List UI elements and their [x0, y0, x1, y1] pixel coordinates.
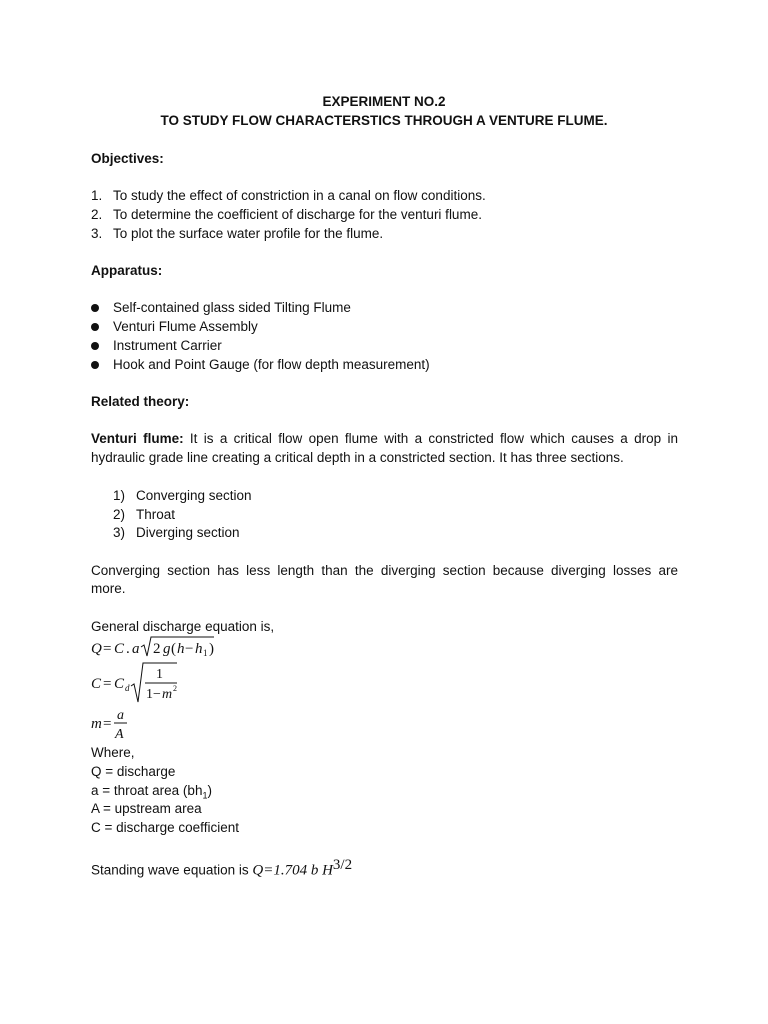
apparatus-item: Venturi Flume Assembly [113, 319, 258, 334]
venturi-label: Venturi flume: [91, 431, 184, 446]
converging-paragraph-line1: Converging section has less length than the diverging section because diverging losses are [91, 563, 678, 578]
standing-wave-exponent: 3/2 [332, 857, 353, 873]
section-text: Diverging section [136, 525, 240, 540]
discharge-equation [89, 634, 229, 660]
standing-wave-intro: Standing wave equation is [91, 862, 253, 878]
experiment-subtitle: TO STUDY FLOW CHARACTERSTICS THROUGH A VENTURE FLUME. [160, 113, 608, 128]
svg-text:=: = [103, 676, 112, 692]
venturi-text: It is a critical flow open flume with a constricted flow which causes a drop in [183, 431, 678, 446]
svg-text:2: 2 [153, 641, 161, 657]
svg-text:h: h [195, 641, 203, 657]
svg-text:2: 2 [173, 684, 177, 693]
svg-text:(: ( [171, 641, 176, 657]
standing-wave-equation: Q=1.704 b H [252, 862, 333, 879]
svg-text:1: 1 [203, 648, 208, 658]
experiment-title: EXPERIMENT NO.2 [322, 94, 446, 109]
bullet-icon [91, 342, 99, 350]
svg-text:m: m [162, 687, 173, 702]
bullet-icon [91, 323, 99, 331]
objective-number: 1. [91, 188, 103, 203]
svg-text:C: C [91, 676, 102, 692]
svg-text:=: = [103, 641, 112, 657]
objective-text: To study the effect of constriction in a canal on flow conditions. [113, 188, 486, 203]
apparatus-item: Hook and Point Gauge (for flow depth measurement) [113, 357, 430, 372]
definition-upstream-area: A = upstream area [91, 801, 202, 816]
svg-text:1: 1 [156, 667, 163, 682]
section-number: 3) [113, 525, 126, 540]
ratio-equation [89, 706, 139, 742]
coefficient-equation [89, 660, 199, 706]
apparatus-heading: Apparatus: [91, 263, 163, 278]
section-number: 2) [113, 507, 126, 522]
svg-text:a: a [132, 641, 140, 657]
svg-text:C: C [114, 676, 125, 692]
svg-text:1−: 1− [146, 687, 161, 702]
svg-text:C: C [114, 641, 125, 657]
objective-text: To determine the coefficient of discharge for the venturi flume. [113, 207, 482, 222]
converging-paragraph-line2: more. [91, 581, 126, 596]
apparatus-item: Self-contained glass sided Tilting Flume [113, 300, 351, 315]
objective-item [91, 207, 102, 222]
svg-text:g: g [163, 641, 171, 657]
objective-item [91, 226, 102, 241]
venturi-paragraph-line2: hydraulic grade line creating a critical depth in a constricted section. It has three sections. [91, 450, 624, 465]
objective-number: 2. [91, 207, 103, 222]
general-equation-intro: General discharge equation is, [91, 619, 275, 634]
definition-c: C = discharge coefficient [91, 820, 239, 835]
definition-q: Q = discharge [91, 764, 176, 779]
section-number: 1) [113, 488, 126, 503]
section-text: Converging section [136, 488, 252, 503]
objective-number: 3. [91, 226, 103, 241]
standing-wave-line [91, 857, 352, 880]
objective-text: To plot the surface water profile for the flume. [113, 226, 384, 241]
venturi-paragraph-line1 [91, 431, 678, 446]
bullet-icon [91, 361, 99, 369]
apparatus-item: Instrument Carrier [113, 338, 222, 353]
section-text: Throat [136, 507, 176, 522]
svg-text:): ) [209, 641, 214, 657]
where-label: Where, [91, 745, 135, 760]
objectives-heading: Objectives: [91, 151, 164, 166]
svg-text:A: A [115, 727, 124, 742]
definition-a: a = throat area $(bh_1)$ [91, 783, 212, 801]
svg-text:d: d [125, 683, 130, 693]
svg-text:.: . [126, 641, 130, 657]
bullet-icon [91, 304, 99, 312]
svg-text:a: a [117, 708, 124, 723]
svg-text:Q: Q [91, 641, 102, 657]
svg-text:m: m [91, 716, 102, 732]
svg-text:=: = [103, 716, 112, 732]
objective-item [91, 188, 102, 203]
svg-text:−: − [185, 641, 194, 657]
theory-heading: Related theory: [91, 394, 190, 409]
svg-text:h: h [177, 641, 185, 657]
